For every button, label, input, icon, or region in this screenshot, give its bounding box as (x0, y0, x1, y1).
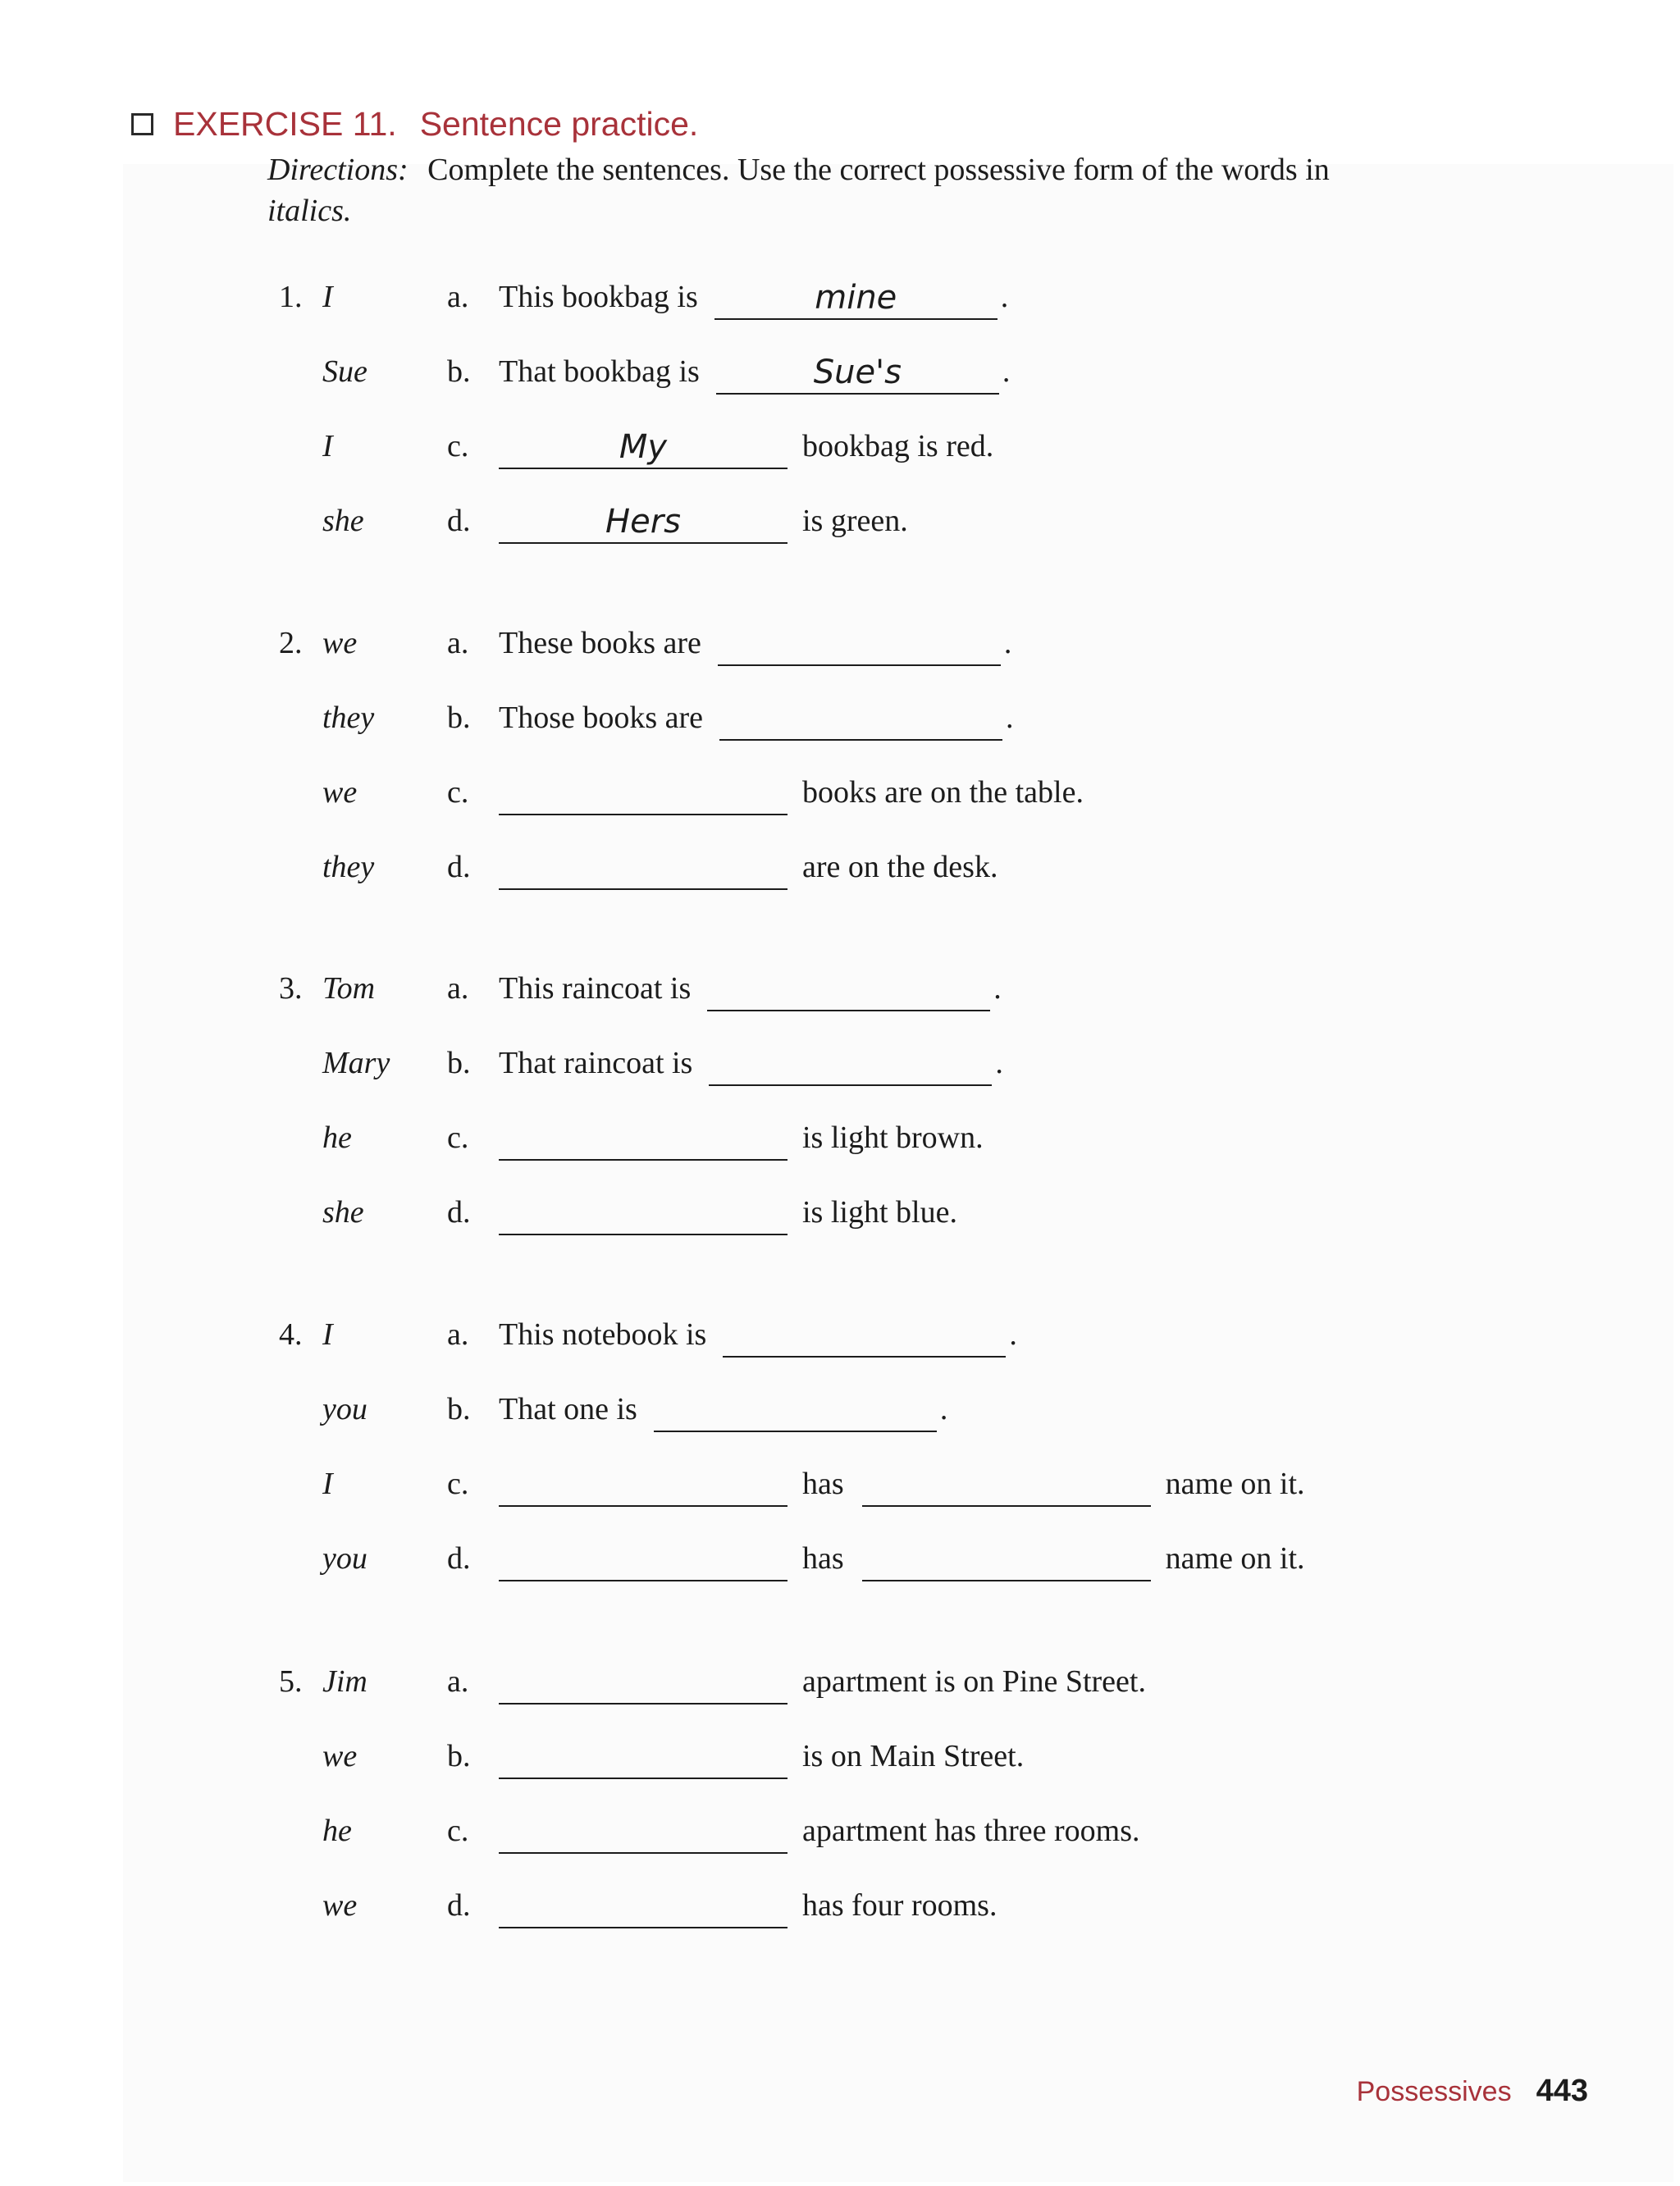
answer-blank[interactable] (862, 1544, 1151, 1581)
exercise-number: EXERCISE 11. (173, 105, 397, 143)
item-letter: b. (447, 1392, 471, 1426)
item-letter: d. (447, 1541, 471, 1576)
cue-word: they (322, 701, 375, 735)
exercise-row (0, 1466, 1680, 1515)
answer-blank[interactable] (714, 279, 998, 320)
cue-word: he (322, 1814, 352, 1848)
exercise-row (0, 774, 1680, 824)
answer-blank[interactable] (499, 1816, 788, 1854)
directions (267, 149, 1547, 231)
sentence-period: . (1000, 280, 1009, 314)
page-footer (1357, 2074, 1588, 2109)
directions-label: Directions: (267, 153, 409, 187)
item-letter: b. (447, 1046, 471, 1080)
item-letter: c. (447, 1467, 469, 1501)
sentence-text: name on it. (1165, 1541, 1305, 1576)
handwritten-answer: Sue's (813, 354, 902, 391)
cue-word: they (322, 850, 375, 884)
sentence-text: Those books are (499, 701, 704, 735)
item-letter: d. (447, 850, 471, 884)
sentence-text: apartment has three rooms. (802, 1814, 1140, 1848)
sentence-text: is on Main Street. (802, 1739, 1025, 1773)
exercise-row (0, 625, 1680, 674)
question-number: 5. (279, 1664, 303, 1699)
exercise-row (0, 428, 1680, 477)
exercise-row (0, 1045, 1680, 1094)
sentence-text: has (802, 1467, 844, 1501)
question-number: 3. (279, 971, 303, 1006)
page-number: 443 (1536, 2074, 1588, 2108)
answer-blank[interactable] (499, 1123, 788, 1161)
exercise-header (131, 105, 698, 144)
exercise-row (0, 279, 1680, 328)
cue-word: Sue (322, 354, 368, 389)
exercise-row (0, 354, 1680, 403)
handwritten-answer: mine (815, 279, 897, 317)
item-letter: b. (447, 701, 471, 735)
cue-word: she (322, 1195, 364, 1230)
cue-word: we (322, 1739, 358, 1773)
answer-blank[interactable] (719, 703, 1002, 741)
directions-text-end: italics. (267, 194, 352, 228)
item-letter: a. (447, 971, 469, 1006)
item-letter: c. (447, 429, 469, 463)
sentence-text: name on it. (1165, 1467, 1305, 1501)
sentence-period: . (1009, 1317, 1017, 1352)
item-letter: a. (447, 1317, 469, 1352)
sentence-period: . (1002, 354, 1011, 389)
item-letter: d. (447, 1195, 471, 1230)
question-number: 2. (279, 626, 303, 660)
question-number: 4. (279, 1317, 303, 1352)
answer-blank[interactable] (654, 1394, 937, 1432)
sentence-period: . (993, 971, 1002, 1006)
item-letter: c. (447, 775, 469, 810)
cue-word: you (322, 1541, 368, 1576)
exercise-row (0, 1120, 1680, 1169)
answer-blank[interactable] (862, 1469, 1151, 1507)
exercise-row (0, 1887, 1680, 1937)
item-letter: b. (447, 1739, 471, 1773)
exercise-row (0, 970, 1680, 1020)
cue-word: we (322, 626, 358, 660)
cue-word: Tom (322, 971, 376, 1006)
answer-blank[interactable] (723, 1320, 1006, 1358)
cue-word: I (322, 429, 333, 463)
answer-blank[interactable] (499, 1891, 788, 1928)
answer-blank[interactable] (499, 778, 788, 815)
exercise-row (0, 849, 1680, 898)
exercise-row (0, 1391, 1680, 1440)
cue-word: Jim (322, 1664, 368, 1699)
sentence-text: These books are (499, 626, 701, 660)
exercise-row (0, 1317, 1680, 1366)
item-letter: c. (447, 1120, 469, 1155)
exercise-checkbox[interactable] (131, 113, 153, 135)
sentence-text: This notebook is (499, 1317, 707, 1352)
cue-word: she (322, 504, 364, 538)
cue-word: I (322, 280, 333, 314)
item-letter: a. (447, 1664, 469, 1699)
item-letter: c. (447, 1814, 469, 1848)
exercise-row (0, 1194, 1680, 1244)
answer-blank[interactable] (499, 428, 788, 469)
item-letter: d. (447, 1888, 471, 1923)
answer-blank[interactable] (499, 1667, 788, 1705)
exercise-row (0, 1663, 1680, 1713)
footer-section: Possessives (1356, 2076, 1512, 2107)
sentence-text: That raincoat is (499, 1046, 693, 1080)
sentence-period: . (1003, 626, 1012, 660)
question-number: 1. (279, 280, 303, 314)
answer-blank[interactable] (499, 852, 788, 890)
sentence-text: That one is (499, 1392, 637, 1426)
answer-blank[interactable] (499, 1469, 788, 1507)
sentence-period: . (995, 1046, 1003, 1080)
sentence-period: . (939, 1392, 948, 1426)
sentence-text: bookbag is red. (802, 429, 994, 463)
exercise-row (0, 503, 1680, 552)
answer-blank[interactable] (718, 628, 1001, 666)
cue-word: I (322, 1467, 333, 1501)
sentence-text: is light brown. (802, 1120, 984, 1155)
handwritten-answer: My (619, 428, 668, 466)
answer-blank[interactable] (499, 503, 788, 544)
answer-blank[interactable] (709, 1048, 992, 1086)
cue-word: I (322, 1317, 333, 1352)
exercise-title: Sentence practice. (419, 105, 699, 143)
answer-blank[interactable] (499, 1741, 788, 1779)
sentence-text: This bookbag is (499, 280, 698, 314)
handwritten-answer: Hers (605, 503, 681, 541)
sentence-text: apartment is on Pine Street. (802, 1664, 1146, 1699)
sentence-text: has (802, 1541, 844, 1576)
sentence-text: This raincoat is (499, 971, 692, 1006)
cue-word: we (322, 775, 358, 810)
cue-word: you (322, 1392, 368, 1426)
exercise-row (0, 1738, 1680, 1787)
answer-blank[interactable] (499, 1198, 788, 1235)
cue-word: we (322, 1888, 358, 1923)
sentence-period: . (1006, 701, 1014, 735)
directions-text: Complete the sentences. Use the correct possessive form of the words in (427, 153, 1330, 187)
answer-blank[interactable] (707, 974, 990, 1011)
item-letter: d. (447, 504, 471, 538)
exercise-row (0, 1540, 1680, 1590)
sentence-text: That bookbag is (499, 354, 700, 389)
item-letter: b. (447, 354, 471, 389)
answer-blank[interactable] (499, 1544, 788, 1581)
sentence-text: has four rooms. (802, 1888, 998, 1923)
answer-blank[interactable] (716, 354, 999, 395)
item-letter: a. (447, 626, 469, 660)
exercise-row (0, 1813, 1680, 1862)
sentence-text: is light blue. (802, 1195, 957, 1230)
cue-word: he (322, 1120, 352, 1155)
exercise-row (0, 700, 1680, 749)
sentence-text: is green. (802, 504, 908, 538)
sentence-text: are on the desk. (802, 850, 998, 884)
cue-word: Mary (322, 1046, 390, 1080)
sentence-text: books are on the table. (802, 775, 1084, 810)
item-letter: a. (447, 280, 469, 314)
